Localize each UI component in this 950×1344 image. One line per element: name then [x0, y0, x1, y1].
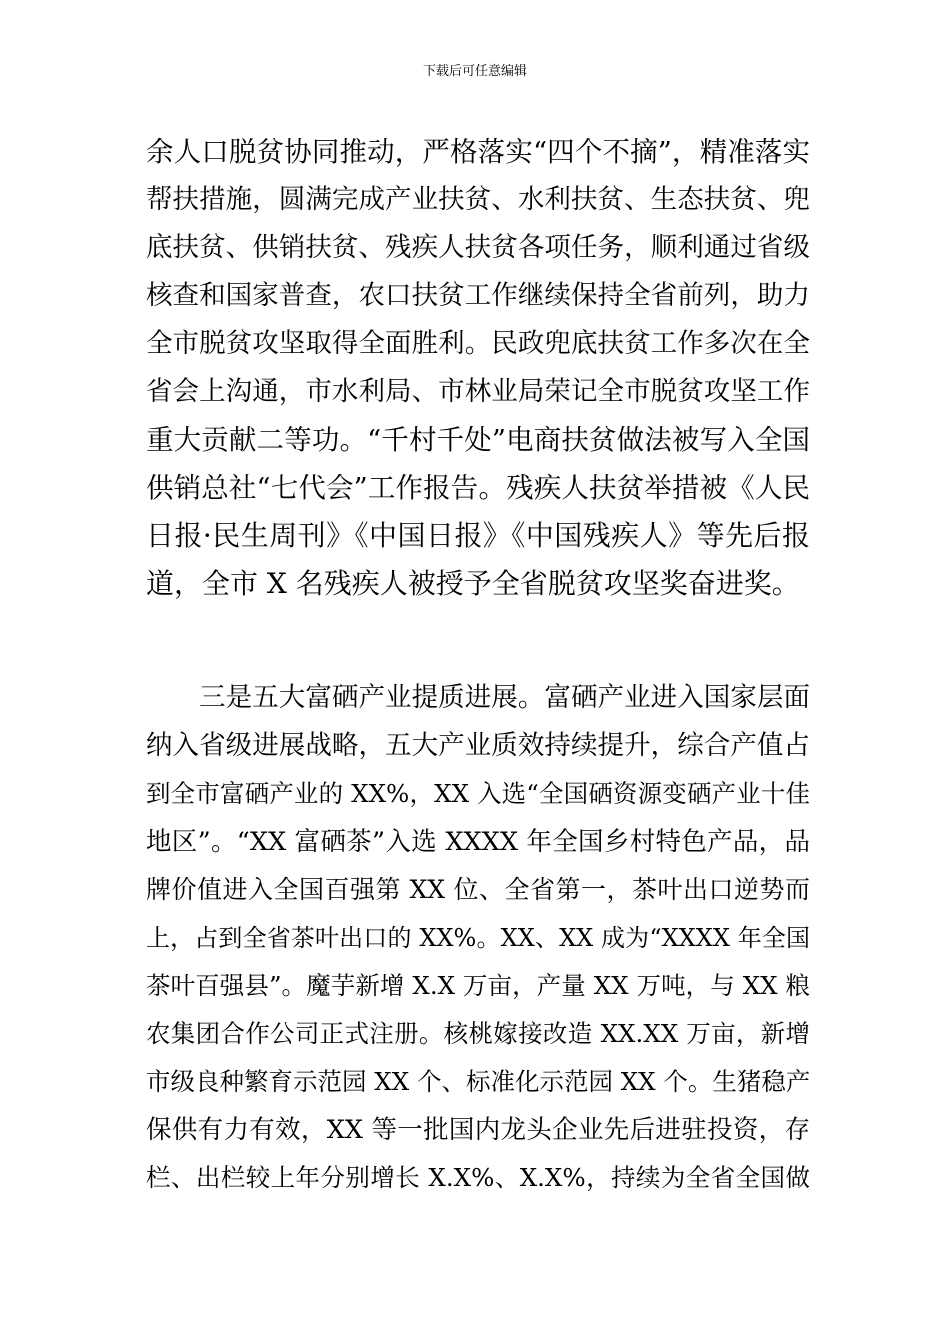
text-line: 核查和国家普查，农口扶贫工作继续保持全省前列，助力 [146, 280, 810, 311]
text-line: 上，占到全省茶叶出口的 XX%。XX、XX 成为“XXXX 年全国 [146, 924, 810, 952]
text-line: 纳入省级进展战略，五大产业质效持续提升，综合产值占 [146, 730, 810, 761]
text-line: 日报·民生周刊》《中国日报》《中国残疾人》等先后报 [146, 519, 810, 552]
text-line: 省会上沟通，市水利局、市林业局荣记全市脱贫攻坚工作 [146, 376, 810, 407]
text-line: 市级良种繁育示范园 XX 个、标准化示范园 XX 个。生猪稳产 [146, 1067, 811, 1096]
text-line: 栏、出栏较上年分别增长 X.X%、X.X%，持续为全省全国做 [146, 1163, 810, 1192]
text-line: 茶叶百强县”。魔芋新增 X.X 万亩，产量 XX 万吨，与 XX 粮 [146, 971, 810, 1000]
body-paragraph-2 [146, 674, 810, 1202]
text-line: 地区”。“XX 富硒茶”入选 XXXX 年全国乡村特色产品，品 [146, 827, 810, 857]
text-line: 重大贡献二等功。“千村千处”电商扶贫做法被写入全国 [146, 424, 810, 456]
page-header: 下载后可任意编辑 [422, 64, 527, 79]
text-line: 供销总社“七代会”工作报告。残疾人扶贫举措被《人民 [146, 472, 810, 504]
text-line: 余人口脱贫协同推动，严格落实“四个不摘”，精准落实 [146, 136, 810, 168]
text-line: 全市脱贫攻坚取得全面胜利。民政兜底扶贫工作多次在全 [146, 328, 810, 359]
text-line: 底扶贫、供销扶贫、残疾人扶贫各项任务，顺利通过省级 [146, 232, 810, 263]
text-line: 到全市富硒产业的 XX%，XX 入选“全国硒资源变硒产业十佳 [146, 779, 810, 808]
text-line: 道，全市 X 名残疾人被授予全省脱贫攻坚奖奋进奖。 [146, 567, 800, 600]
text-line: 农集团合作公司正式注册。核桃嫁接改造 XX.XX 万亩，新增 [146, 1019, 810, 1048]
text-line: 帮扶措施，圆满完成产业扶贫、水利扶贫、生态扶贫、兜 [146, 184, 810, 215]
body-paragraph-1 [146, 128, 810, 608]
text-line: 保供有力有效，XX 等一批国内龙头企业先后进驻投资，存 [146, 1115, 810, 1145]
text-line: 牌价值进入全国百强第 XX 位、全省第一，茶叶出口逆势而 [146, 875, 810, 904]
text-line: 三是五大富硒产业提质进展。富硒产业进入国家层面 [146, 682, 810, 713]
